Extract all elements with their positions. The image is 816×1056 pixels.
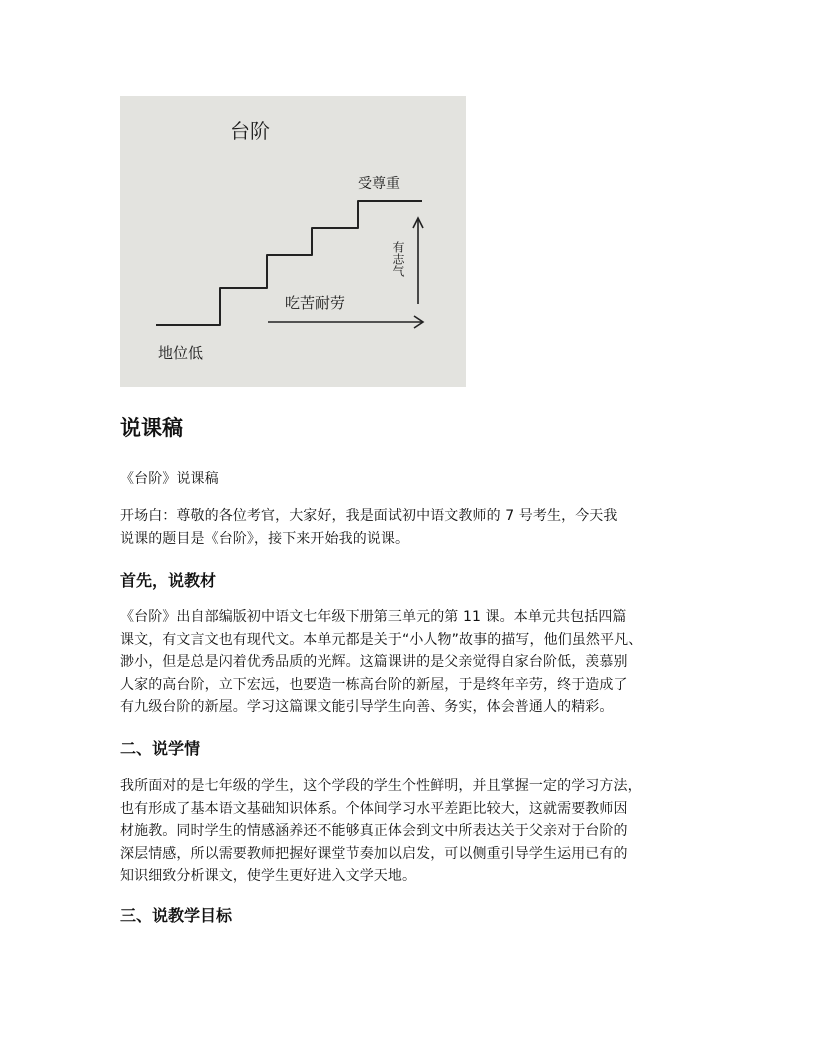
label-bottom: 地位低 — [158, 344, 204, 362]
staircase-sketch-photo — [120, 96, 466, 387]
section-heading-textbook: 首先，说教材 — [120, 571, 217, 590]
sketch-title: 台阶 — [230, 119, 270, 143]
staircase-sketch — [120, 96, 466, 387]
section-body-students: 我所面对的是七年级的学生，这个学段的学生个性鲜明，并且掌握一定的学习方法， 也有形成了基本语文基础知识体系。个体间学习水平差距比较大，这就需要教师因 材施教。同时学生的情感涵养还不能够真正体会到文中所表达关于父亲对于台阶的 深层情感，所以需要教师把握好课堂节奏加以启发，可以侧重引导学生运用已有的 知识细致分析课文，使学生更好进入文学天地。 — [120, 778, 642, 884]
label-middle: 吃苦耐劳 — [285, 294, 346, 312]
label-top: 受尊重 — [358, 176, 400, 192]
label-right: 有志气 — [391, 241, 405, 277]
document-title: 说课稿 — [120, 416, 183, 440]
intro-paragraph: 开场白：尊敬的各位考官，大家好，我是面试初中语文教师的 7 号考生，今天我 说课的题目是《台阶》，接下来开始我的说课。 — [120, 508, 618, 547]
document-subtitle: 《台阶》说课稿 — [120, 471, 219, 487]
section-heading-students: 二、说学情 — [120, 739, 201, 758]
section-body-textbook: 《台阶》出自部编版初中语文七年级下册第三单元的第 11 课。本单元共包括四篇 课文，有文言文也有现代文。本单元都是关于“小人物”故事的描写，他们虽然平凡、 渺小，但是总是闪着优秀品质的光辉。这篇课讲的是父亲觉得自家台阶低，羡慕别 人家的高台阶，立下宏远，也要造一栋高台阶的新屋，于是终年辛劳，终于造成了 有九级台阶的新屋。学习这篇课文能引导学生向善、务实，体会普通人的精彩。 — [120, 609, 643, 715]
section-heading-goals: 三、说教学目标 — [120, 906, 233, 925]
